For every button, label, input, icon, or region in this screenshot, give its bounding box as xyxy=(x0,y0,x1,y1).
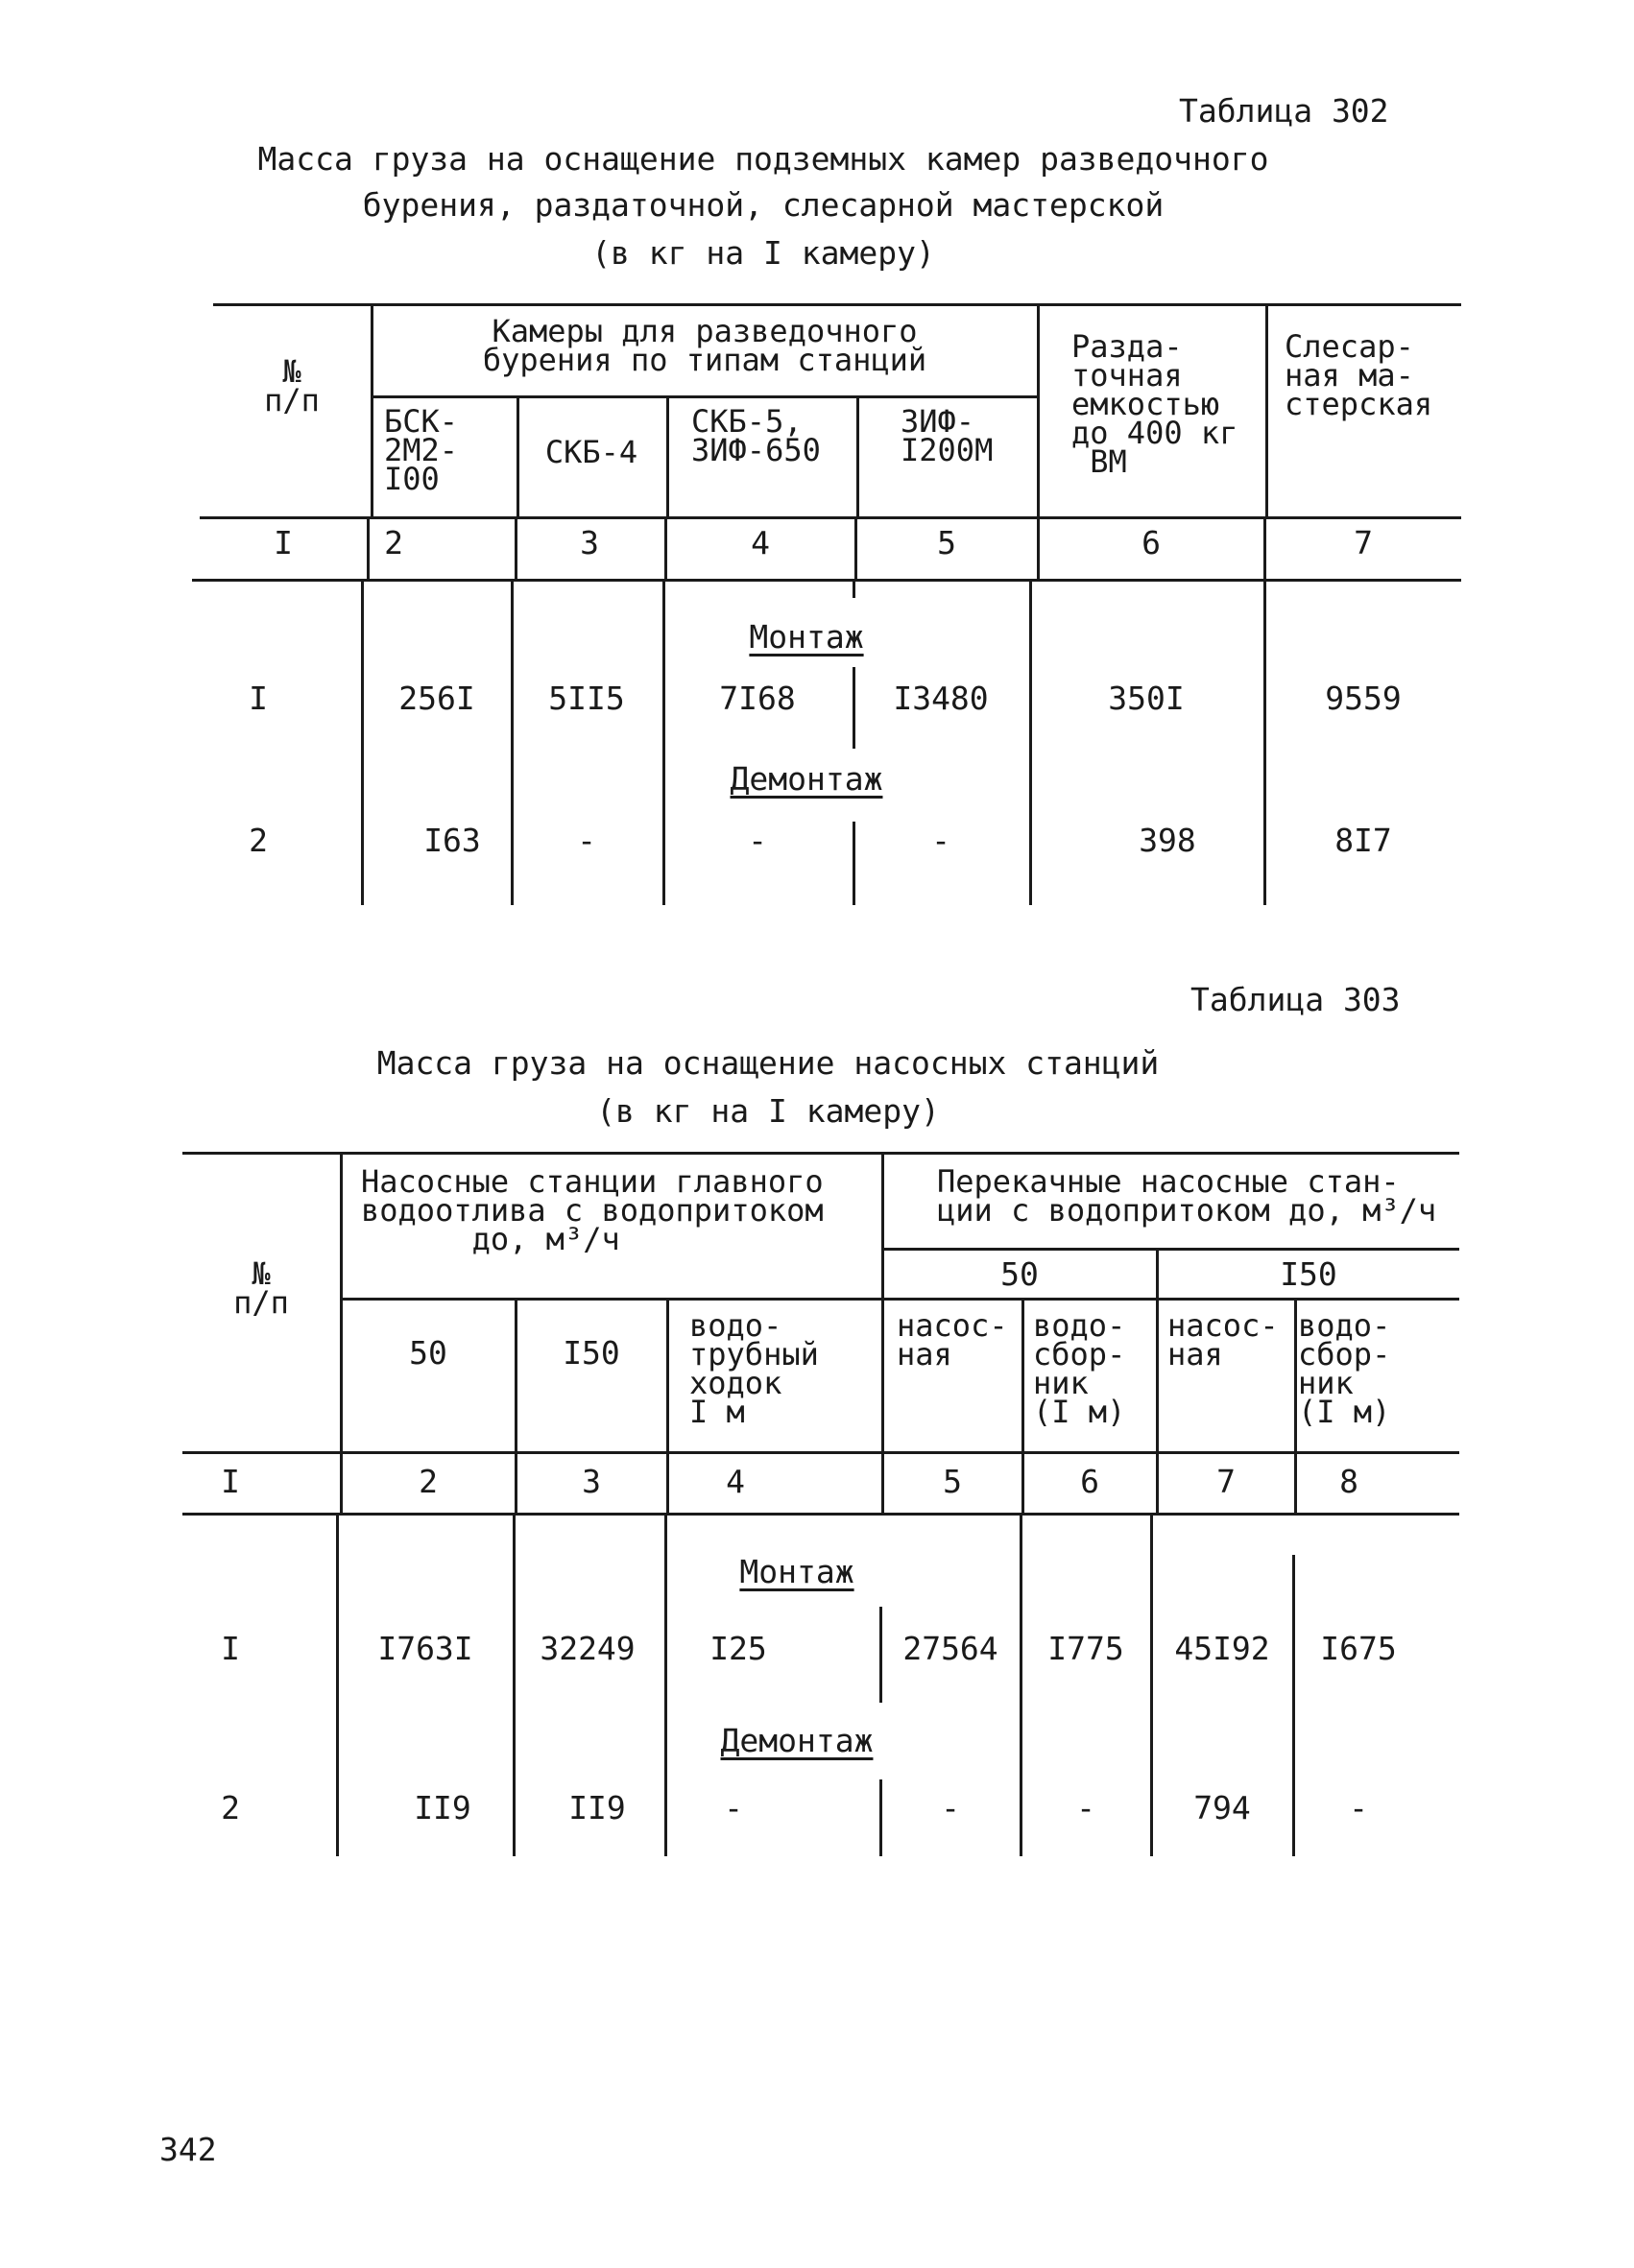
col-number: 5 xyxy=(937,524,956,561)
cell: II9 xyxy=(414,1789,471,1826)
header-num: № п/п xyxy=(264,353,320,418)
cell: 256I xyxy=(398,680,475,717)
section-demontazh: Демонтаж xyxy=(720,1722,874,1759)
section-montazh: Монтаж xyxy=(749,618,864,656)
header-main-150: I50 xyxy=(563,1334,620,1372)
cell: II9 xyxy=(568,1789,626,1826)
cell: 32249 xyxy=(540,1630,636,1667)
cell: I675 xyxy=(1320,1630,1397,1667)
header-main-50: 50 xyxy=(409,1334,447,1372)
header-group-transfer: Перекачные насосные стан- ции с водопритоком до, м³/ч xyxy=(937,1163,1437,1229)
table-title-line-2: бурения, раздаточной, слесарной мастерской xyxy=(362,186,1165,224)
cell: - xyxy=(1076,1789,1095,1826)
header-skb4: СКБ-4 xyxy=(544,434,638,470)
cell: 9559 xyxy=(1325,680,1402,717)
cell: 2 xyxy=(249,822,268,859)
cell: I xyxy=(221,1630,240,1667)
cell: - xyxy=(1349,1789,1368,1826)
cell: - xyxy=(748,822,767,859)
cell: 8I7 xyxy=(1334,822,1392,859)
cell: 398 xyxy=(1139,822,1196,859)
cell: I763I xyxy=(377,1630,473,1667)
cell: - xyxy=(931,822,950,859)
header-nasosnaya-150: насос- ная xyxy=(1167,1307,1279,1373)
cell: 794 xyxy=(1193,1789,1251,1826)
section-demontazh: Демонтаж xyxy=(730,760,883,798)
col-number: 6 xyxy=(1080,1463,1099,1500)
header-nasosnaya-50: насос- ная xyxy=(897,1307,1008,1373)
cell: I63 xyxy=(423,822,481,859)
header-group-drilling: Камеры для разведочного бурения по типам станций xyxy=(482,313,927,378)
col-number: 7 xyxy=(1216,1463,1236,1500)
table-title-line-2: (в кг на I камеру) xyxy=(596,1092,940,1130)
cell: I xyxy=(249,680,268,717)
col-number: 4 xyxy=(751,524,770,561)
header-bsk: БСК- 2М2- I00 xyxy=(384,403,459,497)
header-vodotrubny: водо- трубный ходок I м xyxy=(689,1307,819,1430)
header-skb5: СКБ-5, ЗИФ-650 xyxy=(691,403,821,468)
table-title-line-1: Масса груза на оснащение подземных камер разведочного xyxy=(257,140,1269,178)
header-sub-50: 50 xyxy=(1000,1255,1039,1293)
col-number: 5 xyxy=(943,1463,962,1500)
header-group-main: Насосные станции главного водоотлива с водопритоком до, м³/ч xyxy=(361,1163,824,1257)
cell: 7I68 xyxy=(719,680,796,717)
col-number: 7 xyxy=(1354,524,1373,561)
page-number: 342 xyxy=(159,2131,217,2168)
cell: 5II5 xyxy=(548,680,625,717)
table-label: Таблица 302 xyxy=(1179,92,1389,130)
header-num: № п/п xyxy=(233,1255,289,1321)
col-number: 8 xyxy=(1339,1463,1358,1500)
cell: - xyxy=(577,822,596,859)
col-number: 4 xyxy=(726,1463,745,1500)
cell: I3480 xyxy=(893,680,989,717)
col-number: 6 xyxy=(1141,524,1161,561)
header-vodosbornik-150: водо- сбор- ник (I м) xyxy=(1298,1307,1391,1430)
table-title-line-1: Масса груза на оснащение насосных станций xyxy=(376,1044,1160,1082)
header-slesarnaya: Слесар- ная ма- стерская xyxy=(1285,328,1433,422)
header-sub-150: I50 xyxy=(1280,1255,1337,1293)
cell: - xyxy=(724,1789,743,1826)
cell: I775 xyxy=(1047,1630,1124,1667)
col-number: 2 xyxy=(419,1463,438,1500)
cell: 27564 xyxy=(902,1630,998,1667)
header-vodosbornik-50: водо- сбор- ник (I м) xyxy=(1033,1307,1126,1430)
col-number: 3 xyxy=(580,524,599,561)
col-number: 3 xyxy=(582,1463,601,1500)
table-title-line-3: (в кг на I камеру) xyxy=(591,234,935,272)
col-number: 2 xyxy=(384,524,403,561)
cell: - xyxy=(941,1789,960,1826)
table-label: Таблица 303 xyxy=(1190,981,1401,1018)
cell: 45I92 xyxy=(1174,1630,1270,1667)
header-razdatochnaya: Разда- точная емкостью до 400 кг ВМ xyxy=(1071,328,1238,480)
col-number: I xyxy=(274,524,293,561)
section-montazh: Монтаж xyxy=(739,1553,854,1590)
cell: 350I xyxy=(1108,680,1185,717)
cell: 2 xyxy=(221,1789,240,1826)
header-zif: ЗИФ- I200М xyxy=(901,403,994,468)
cell: I25 xyxy=(709,1630,767,1667)
col-number: I xyxy=(221,1463,240,1500)
